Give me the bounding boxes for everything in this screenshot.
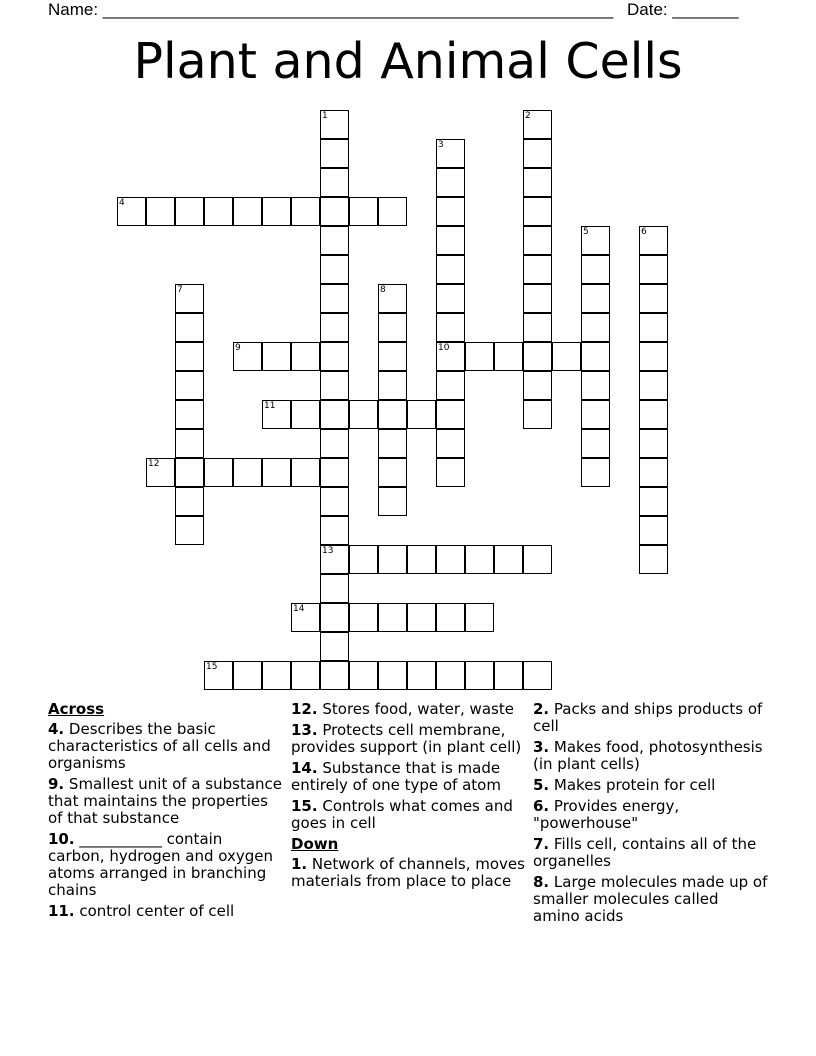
grid-cell[interactable] <box>639 255 668 284</box>
grid-cell[interactable] <box>436 661 465 690</box>
grid-cell[interactable] <box>262 661 291 690</box>
clue-text: Describes the basic characteristics of all cells and organisms <box>48 720 271 772</box>
clue-number: 11. <box>48 902 75 920</box>
clue-down-7 <box>533 836 768 870</box>
grid-cell[interactable] <box>262 197 291 226</box>
grid-cell[interactable] <box>465 603 494 632</box>
grid-cell[interactable] <box>639 313 668 342</box>
clue-text: Smallest unit of a substance that maintains the properties of that substance <box>48 775 283 827</box>
grid-cell[interactable] <box>320 226 349 255</box>
grid-cell[interactable] <box>581 458 610 487</box>
grid-cell[interactable] <box>262 458 291 487</box>
grid-cell[interactable] <box>639 342 668 371</box>
grid-cell[interactable] <box>349 661 378 690</box>
clue-text: Makes food, photosynthesis (in plant cells) <box>533 738 763 773</box>
grid-cell[interactable] <box>320 371 349 400</box>
grid-cell[interactable] <box>175 313 204 342</box>
cell-number-1: 1 <box>322 111 328 121</box>
grid-cell[interactable] <box>320 139 349 168</box>
grid-cell[interactable] <box>378 429 407 458</box>
cell-number-4: 4 <box>119 198 125 208</box>
grid-cell[interactable] <box>407 545 436 574</box>
grid-cell[interactable] <box>494 342 523 371</box>
grid-cell[interactable] <box>436 371 465 400</box>
cell-number-8: 8 <box>380 285 386 295</box>
grid-cell[interactable] <box>581 429 610 458</box>
clue-number: 6. <box>533 797 550 815</box>
clue-across-13 <box>291 722 526 756</box>
clue-number: 13. <box>291 721 318 739</box>
grid-cell[interactable] <box>523 545 552 574</box>
grid-cell[interactable] <box>407 603 436 632</box>
grid-cell[interactable] <box>378 342 407 371</box>
date-field-label: Date: _______ <box>627 0 739 19</box>
grid-cell[interactable] <box>320 487 349 516</box>
clue-across-4 <box>48 721 283 772</box>
grid-cell[interactable] <box>639 458 668 487</box>
grid-cell[interactable] <box>436 255 465 284</box>
clue-down-5 <box>533 777 768 794</box>
name-field-label: Name: ______________________________________________________ <box>48 0 614 19</box>
clue-text: Makes protein for cell <box>553 776 716 794</box>
clue-down-8 <box>533 874 768 925</box>
grid-cell[interactable] <box>175 342 204 371</box>
clue-across-15 <box>291 798 526 832</box>
clue-across-12 <box>291 701 526 718</box>
grid-cell[interactable] <box>175 516 204 545</box>
grid-cell[interactable] <box>378 661 407 690</box>
grid-cell[interactable] <box>523 284 552 313</box>
grid-cell[interactable] <box>175 458 204 487</box>
cell-number-6: 6 <box>641 227 647 237</box>
grid-cell[interactable] <box>378 458 407 487</box>
grid-cell[interactable] <box>378 487 407 516</box>
grid-cell[interactable] <box>349 400 378 429</box>
cell-number-7: 7 <box>177 285 183 295</box>
grid-cell[interactable] <box>175 400 204 429</box>
grid-cell[interactable] <box>523 255 552 284</box>
grid-cell[interactable] <box>581 342 610 371</box>
grid-cell[interactable] <box>320 342 349 371</box>
grid-cell[interactable] <box>523 139 552 168</box>
grid-cell[interactable] <box>465 661 494 690</box>
clue-across-9 <box>48 776 283 827</box>
grid-cell[interactable] <box>639 400 668 429</box>
clue-text: control center of cell <box>79 902 235 920</box>
grid-cell[interactable] <box>639 284 668 313</box>
clue-text: ___________ contain carbon, hydrogen and oxygen atoms arranged in branching chains <box>48 830 274 899</box>
grid-cell[interactable] <box>436 168 465 197</box>
clue-column-1 <box>48 701 283 924</box>
clue-number: 14. <box>291 759 318 777</box>
grid-cell[interactable] <box>465 342 494 371</box>
grid-cell[interactable] <box>349 545 378 574</box>
grid-cell[interactable] <box>523 197 552 226</box>
grid-cell[interactable] <box>291 458 320 487</box>
grid-cell[interactable] <box>639 371 668 400</box>
grid-cell[interactable] <box>175 197 204 226</box>
clue-down-6 <box>533 798 768 832</box>
grid-cell[interactable] <box>204 458 233 487</box>
clue-number: 15. <box>291 797 318 815</box>
clue-text: Stores food, water, waste <box>322 700 514 718</box>
clue-across-10 <box>48 831 283 899</box>
grid-cell[interactable] <box>378 400 407 429</box>
grid-cell[interactable] <box>523 371 552 400</box>
grid-cell[interactable] <box>436 429 465 458</box>
grid-cell[interactable] <box>436 400 465 429</box>
grid-cell[interactable] <box>233 458 262 487</box>
grid-cell[interactable] <box>523 313 552 342</box>
down-heading: Down <box>291 835 339 853</box>
grid-cell[interactable] <box>204 197 233 226</box>
grid-cell[interactable] <box>465 545 494 574</box>
grid-cell[interactable] <box>639 545 668 574</box>
grid-cell[interactable] <box>523 226 552 255</box>
grid-cell[interactable] <box>146 197 175 226</box>
grid-cell[interactable] <box>407 661 436 690</box>
clue-across-11 <box>48 903 283 920</box>
grid-cell[interactable] <box>523 168 552 197</box>
grid-cell[interactable] <box>175 487 204 516</box>
clue-number: 8. <box>533 873 550 891</box>
grid-cell[interactable] <box>494 545 523 574</box>
grid-cell[interactable] <box>436 226 465 255</box>
clue-number: 1. <box>291 855 308 873</box>
clue-number: 4. <box>48 720 65 738</box>
clue-column-3 <box>533 701 768 929</box>
clue-text: Substance that is made entirely of one type of atom <box>291 759 501 794</box>
clue-text: Provides energy, "powerhouse" <box>533 797 680 832</box>
clue-text: Large molecules made up of smaller molecules called amino acids <box>533 873 768 925</box>
grid-cell[interactable] <box>320 603 349 632</box>
cell-number-2: 2 <box>525 111 531 121</box>
grid-cell[interactable] <box>291 661 320 690</box>
grid-cell[interactable] <box>523 661 552 690</box>
grid-cell[interactable] <box>320 661 349 690</box>
grid-cell[interactable] <box>639 487 668 516</box>
grid-cell[interactable] <box>320 255 349 284</box>
grid-cell[interactable] <box>320 574 349 603</box>
grid-cell[interactable] <box>320 400 349 429</box>
page-title: Plant and Animal Cells <box>133 33 683 90</box>
cell-number-9: 9 <box>235 343 241 353</box>
grid-cell[interactable] <box>552 342 581 371</box>
grid-cell[interactable] <box>320 429 349 458</box>
grid-cell[interactable] <box>436 284 465 313</box>
grid-cell[interactable] <box>378 313 407 342</box>
cell-number-11: 11 <box>264 401 276 411</box>
clue-across-14 <box>291 760 526 794</box>
grid-cell[interactable] <box>175 371 204 400</box>
grid-cell[interactable] <box>581 313 610 342</box>
grid-cell[interactable] <box>581 255 610 284</box>
grid-cell[interactable] <box>262 342 291 371</box>
clue-down-3 <box>533 739 768 773</box>
clue-text: Network of channels, moves materials from place to place <box>291 855 525 890</box>
clue-number: 9. <box>48 775 65 793</box>
cell-number-3: 3 <box>438 140 444 150</box>
grid-cell[interactable] <box>378 371 407 400</box>
clue-number: 3. <box>533 738 550 756</box>
grid-cell[interactable] <box>320 168 349 197</box>
clue-down-1 <box>291 856 526 890</box>
cell-number-13: 13 <box>322 546 334 556</box>
grid-cell[interactable] <box>378 603 407 632</box>
clue-number: 5. <box>533 776 550 794</box>
grid-cell[interactable] <box>349 603 378 632</box>
clue-number: 10. <box>48 830 75 848</box>
grid-cell[interactable] <box>349 197 378 226</box>
grid-cell[interactable] <box>233 197 262 226</box>
clue-number: 7. <box>533 835 550 853</box>
grid-cell[interactable] <box>291 400 320 429</box>
grid-cell[interactable] <box>436 313 465 342</box>
grid-cell[interactable] <box>291 342 320 371</box>
across-heading: Across <box>48 700 105 718</box>
grid-cell[interactable] <box>320 458 349 487</box>
grid-cell[interactable] <box>581 400 610 429</box>
grid-cell[interactable] <box>581 284 610 313</box>
grid-cell[interactable] <box>378 545 407 574</box>
grid-cell[interactable] <box>581 371 610 400</box>
clue-text: Fills cell, contains all of the organelles <box>533 835 757 870</box>
grid-cell[interactable] <box>436 197 465 226</box>
clue-down-2 <box>533 701 768 735</box>
cell-number-14: 14 <box>293 604 305 614</box>
grid-cell[interactable] <box>233 661 262 690</box>
grid-cell[interactable] <box>436 458 465 487</box>
grid-cell[interactable] <box>378 197 407 226</box>
grid-cell[interactable] <box>320 197 349 226</box>
clue-column-2 <box>291 701 526 894</box>
grid-cell[interactable] <box>523 400 552 429</box>
clue-text: Controls what comes and goes in cell <box>291 797 513 832</box>
clue-text: Packs and ships products of cell <box>533 700 763 735</box>
grid-cell[interactable] <box>523 342 552 371</box>
cell-number-10: 10 <box>438 343 450 353</box>
clue-text: Protects cell membrane, provides support (in plant cell) <box>291 721 522 756</box>
grid-cell[interactable] <box>407 400 436 429</box>
clue-number: 2. <box>533 700 550 718</box>
grid-cell[interactable] <box>320 313 349 342</box>
grid-cell[interactable] <box>436 603 465 632</box>
cell-number-15: 15 <box>206 662 218 672</box>
grid-cell[interactable] <box>175 429 204 458</box>
grid-cell[interactable] <box>320 632 349 661</box>
clue-number: 12. <box>291 700 318 718</box>
grid-cell[interactable] <box>436 545 465 574</box>
grid-cell[interactable] <box>639 516 668 545</box>
grid-cell[interactable] <box>494 661 523 690</box>
cell-number-5: 5 <box>583 227 589 237</box>
grid-cell[interactable] <box>320 516 349 545</box>
grid-cell[interactable] <box>639 429 668 458</box>
cell-number-12: 12 <box>148 459 160 469</box>
grid-cell[interactable] <box>291 197 320 226</box>
grid-cell[interactable] <box>320 284 349 313</box>
